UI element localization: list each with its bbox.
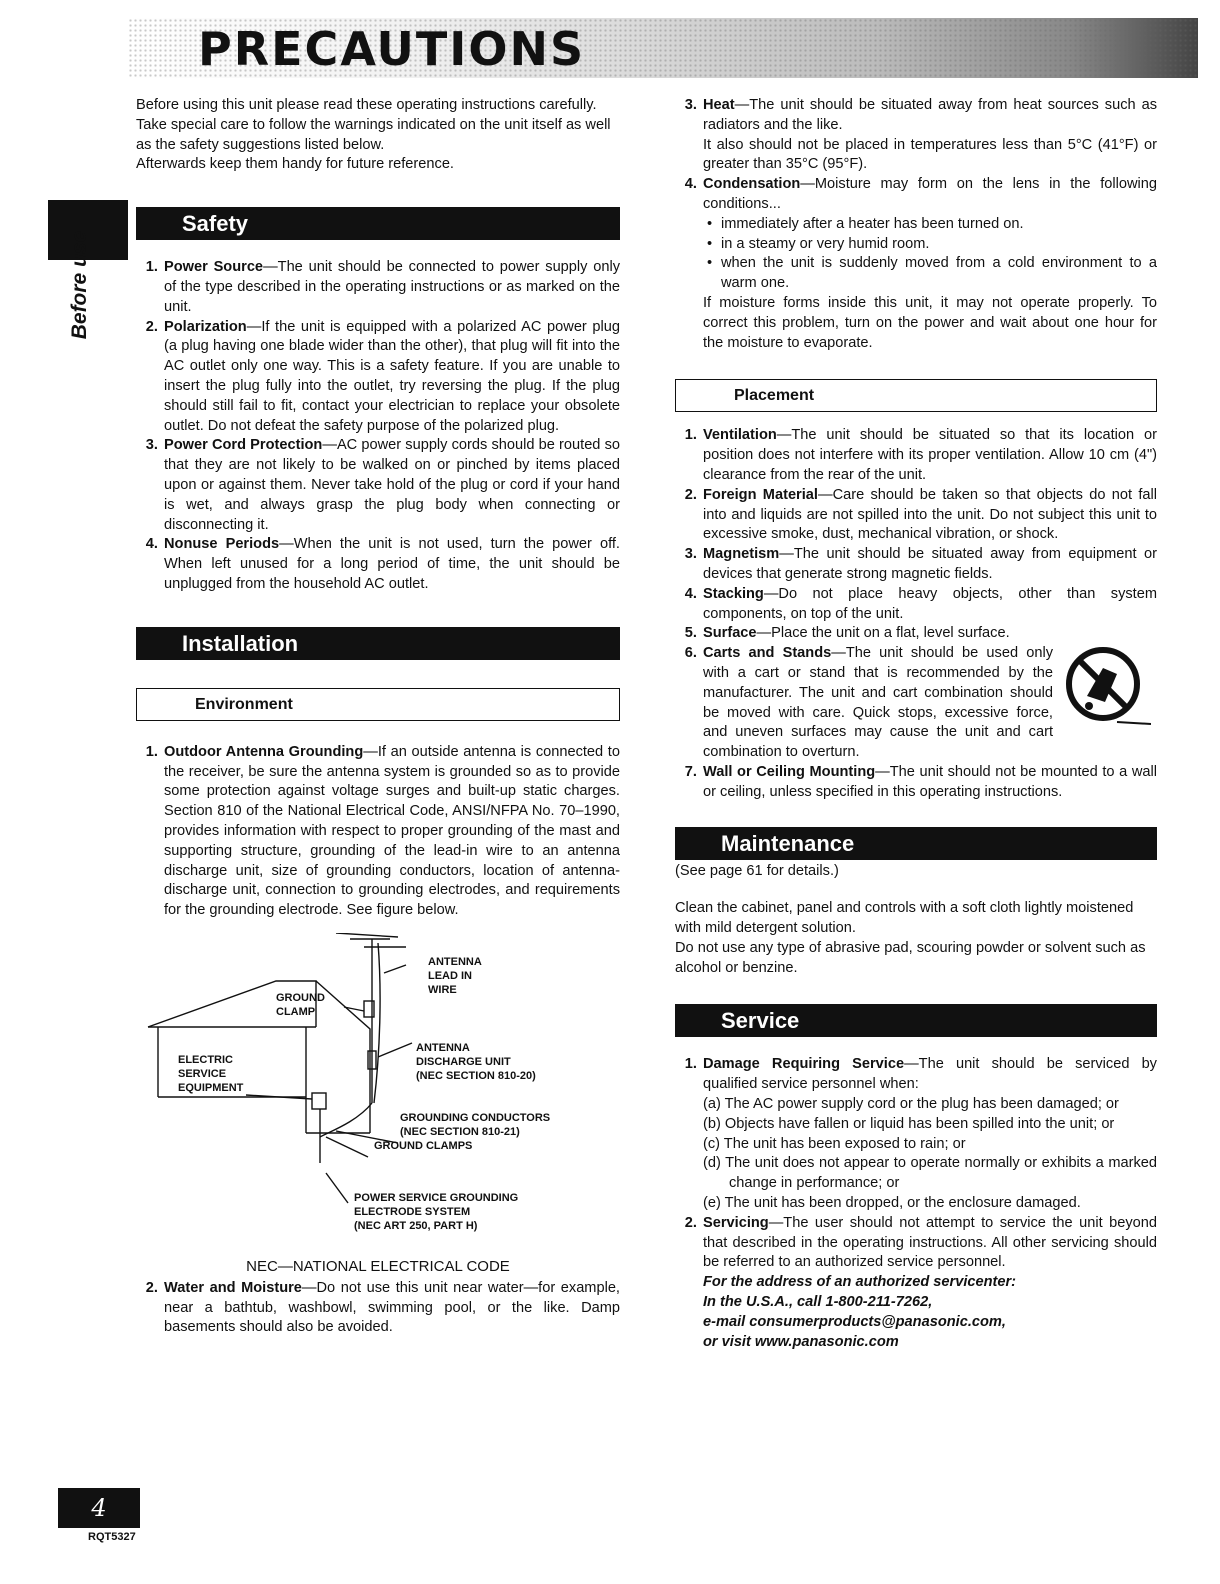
placement-subheading: Placement [675,379,1157,412]
safety-heading: Safety [136,207,620,240]
bullet-item: • when the unit is suddenly moved from a cold environment to a warm one. [719,254,1157,294]
label-antenna-lead-in: ANTENNA LEAD IN WIRE [428,955,482,996]
label-ground-clamp: GROUND CLAMP [276,991,325,1018]
list-item: 1. Damage Requiring Service—The unit should be serviced by qualified service personnel when: (a) The AC power supply cord or the plug has been damaged; or (b) Objects have fallen or liquid has been spilled into the unit; or (c) The unit has been exposed to rain; or (d) The unit does not appear to operate normally or exhibits a marked change in performance; or (e) The unit has been dropped, or the enclosure damaged. [701,1055,1157,1213]
page-title: PRECAUTIONS [198,22,586,76]
list-item: 6. Carts and Stands—The unit should be used only with a cart or stand that is recommended by the manufacturer. The unit and cart combination should be moved with care. Quick stops, excessive force, and uneven surfaces may cause the unit and cart combination to overturn. [701,644,1157,763]
section-tab-label: Before use [68,230,91,340]
maintenance-text: Clean the cabinet, panel and controls with a soft cloth lightly moistened with mild detergent solution. [675,900,1134,937]
sub-item: (b) Objects have fallen or liquid has been spilled into the unit; or [703,1115,1115,1132]
service-list [675,1055,1157,1352]
installation-list-2 [136,1279,620,1338]
list-item: 2. Servicing—The user should not attempt to service the unit beyond that described in the operating instructions. All other servicing should be referred to an authorized service personnel. For the address of an authorized servicenter: In the U.S.A., call 1-800-211-7262, e-mail consumerproducts@panasonic.com, or visit www.panasonic.com [701,1214,1157,1353]
maintenance-heading: Maintenance [675,827,1157,860]
header-banner [128,18,1198,78]
document-code: RQT5327 [88,1531,136,1543]
condensation-conditions [703,215,1157,294]
environment-subheading: Environment [136,688,620,721]
list-item: 2. Polarization—If the unit is equipped with a polarized AC power plug (a plug having one blade wider than the other), that plug will fit into the AC outlet only one way. This is a safety feature. If you are unable to insert the plug fully into the outlet, try reversing the plug. If the plug should still fail to fit, contact your electrician to replace your obsolete outlet. Do not defeat the safety purpose of the polarized plug. [162,318,620,437]
bullet-item: • immediately after a heater has been turned on. [719,215,1157,235]
label-ground-clamps: GROUND CLAMPS [374,1139,473,1152]
list-item: 1. Ventilation—The unit should be situated so that its location or position does not interfere with its proper ventilation. Allow 10 cm (4") clearance from the rear of the unit. [701,426,1157,485]
safety-list [136,258,620,595]
cart-tipover-warning-icon [1059,644,1151,728]
list-item: 2. Water and Moisture—Do not use this unit near water—for example, near a bathtub, washbowl, swimming pool, or the like. Damp basements should also be avoided. [162,1279,620,1338]
maintenance-see-page: (See page 61 for details.) [675,862,839,879]
list-item: 4. Condensation—Moisture may form on the lens in the following conditions... • immediately after a heater has been turned on. • in a steamy or very humid room. • when the unit is suddenly moved from a cold environment to a warm one. If moisture forms inside this unit, it may not operate properly. To correct this problem, turn on the power and wait about one hour for the moisture to evaporate. [701,175,1157,353]
list-item: 4. Stacking—Do not place heavy objects, other than system components, on top of the unit. [701,585,1157,625]
list-item: 5. Surface—Place the unit on a flat, level surface. [701,624,1157,644]
list-item: 3. Power Cord Protection—AC power supply cords should be routed so that they are not likely to be walked on or pinched by items placed upon or against them. Never take hold of the plug or cord if your hand is wet, and always grasp the plug body when connecting or disconnecting it. [162,436,620,535]
placement-list [675,426,1157,802]
antenna-grounding-diagram [136,933,620,1253]
list-item: 3. Heat—The unit should be situated away from heat sources such as radiators and the like. It also should not be placed in temperatures less than 5°C (41°F) or greater than 35°C (95°F). [701,96,1157,175]
maintenance-text-2: Do not use any type of abrasive pad, scouring powder or solvent such as alcohol or benzine. [675,939,1146,976]
page-number: 4 [58,1488,140,1528]
list-item: 1. Outdoor Antenna Grounding—If an outside antenna is connected to the receiver, be sure the antenna system is grounded so as to provide some protection against voltage surges and built-up static charges. Section 810 of the National Electrical Code, ANSI/NFPA No. 70–1990, provides information with respect to proper grounding of the mast and supporting structure, grounding of the lead-in wire to an antenna discharge unit, size of grounding conductors, location of antenna-discharge unit, connection to grounding electrodes, and requirements for the grounding electrode. See figure below. [162,743,620,921]
service-phone: In the U.S.A., call 1-800-211-7262, [703,1294,933,1311]
list-item: 3. Magnetism—The unit should be situated away from equipment or devices that generate strong magnetic fields. [701,545,1157,585]
intro-text-2: Afterwards keep them handy for future reference. [136,156,454,173]
installation-list [136,743,620,921]
sub-item: (c) The unit has been exposed to rain; or [703,1135,966,1152]
installation-list-cont [675,96,1157,353]
list-item: 7. Wall or Ceiling Mounting—The unit should not be mounted to a wall or ceiling, unless specified in this operating instructions. [701,763,1157,803]
sub-item: (d) The unit does not appear to operate normally or exhibits a marked change in performance; or [703,1155,1157,1192]
service-conditions [703,1095,1157,1214]
service-heading: Service [675,1004,1157,1037]
sub-item: (e) The unit has been dropped, or the enclosure damaged. [703,1195,1081,1212]
bullet-item: • in a steamy or very humid room. [719,235,1157,255]
list-item: 4. Nonuse Periods—When the unit is not used, turn the power off. When left unused for a long period of time, the unit should be unplugged from the household AC outlet. [162,535,620,594]
label-antenna-discharge-unit: ANTENNA DISCHARGE UNIT (NEC SECTION 810-20) [416,1041,536,1082]
label-electric-service-equipment: ELECTRIC SERVICE EQUIPMENT [178,1053,244,1094]
service-email: e-mail consumerproducts@panasonic.com, [703,1313,1006,1330]
service-website: or visit www.panasonic.com [703,1333,899,1350]
sub-item: (a) The AC power supply cord or the plug has been damaged; or [703,1096,1119,1113]
list-item: 2. Foreign Material—Care should be taken so that objects do not fall into and liquids are not spilled into the unit. Do not subject this unit to excessive smoke, dust, mechanical vibration, or shock. [701,486,1157,545]
intro-text: Before using this unit please read these operating instructions carefully. Take special care to follow the warnings indicated on the unit itself as well as the safety suggestions listed below. [136,97,611,153]
list-item: 1. Power Source—The unit should be connected to power supply only of the type described in the operating instructions or as marked on the unit. [162,258,620,317]
label-power-service-grounding: POWER SERVICE GROUNDING ELECTRODE SYSTEM (NEC ART 250, PART H) [354,1191,519,1232]
label-grounding-conductors: GROUNDING CONDUCTORS (NEC SECTION 810-21) [400,1111,551,1138]
service-contact-line: For the address of an authorized servicenter: [703,1274,1017,1291]
right-column [675,96,1157,1352]
nec-caption: NEC—NATIONAL ELECTRICAL CODE [246,1257,510,1275]
left-column [136,96,620,1338]
installation-heading: Installation [136,627,620,660]
